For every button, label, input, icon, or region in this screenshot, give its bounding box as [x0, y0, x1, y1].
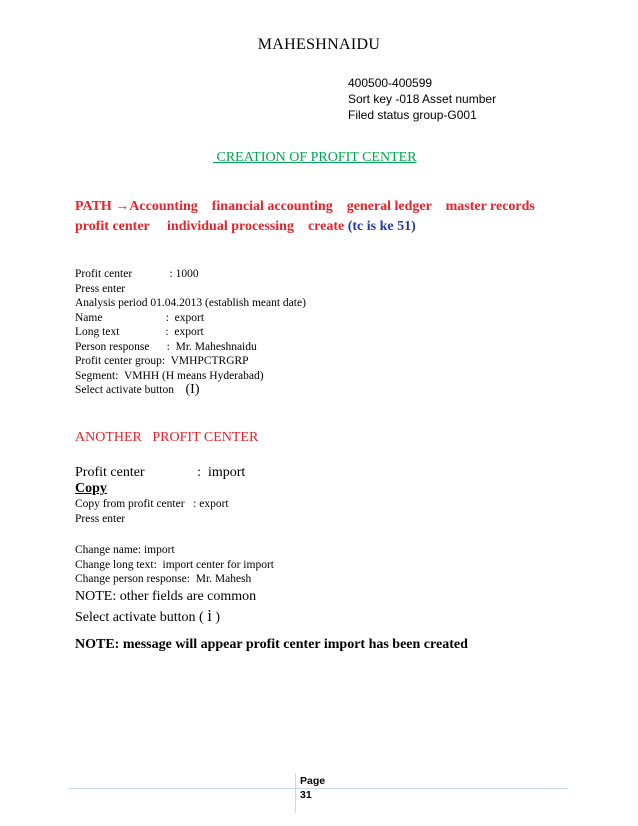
activate-label: Select activate button: [75, 384, 186, 396]
header-info: [348, 75, 496, 123]
profit-center-import-line: Profit center : import: [75, 465, 246, 480]
menu-path-line-2-text: profit center individual processing create: [75, 219, 348, 234]
field-line: Profit center : 1000: [75, 268, 199, 280]
field-line: Analysis period 01.04.2013 (establish meant date): [75, 297, 306, 309]
final-note: NOTE: message will appear profit center import has been created: [75, 637, 468, 652]
section-title: CREATION OF PROFIT CENTER: [213, 150, 417, 165]
field-line: Name : export: [75, 311, 205, 324]
field-line: Copy from profit center : export: [75, 498, 229, 510]
menu-path-line-1: PATH →Accounting financial accounting general ledger master records: [75, 199, 535, 214]
field-line: Change name: import: [75, 544, 175, 556]
page-label: Page: [300, 775, 326, 787]
field-line: Press enter: [75, 282, 126, 295]
transaction-code: (tc is ke 51): [347, 219, 416, 234]
note-common: NOTE: other fields are common: [75, 588, 257, 604]
activate-key: (I): [185, 382, 200, 397]
copy-section: [75, 464, 245, 526]
activate-key: i: [207, 605, 212, 625]
field-line: Press enter: [75, 512, 126, 525]
copy-heading: Copy: [75, 481, 107, 496]
menu-path: [75, 197, 575, 237]
activate-close: ): [211, 609, 221, 625]
page-number: [300, 774, 325, 802]
field-status-line: Filed status group-G001: [348, 108, 477, 122]
sort-key-line: Sort key -018 Asset number: [348, 92, 497, 106]
menu-path-line-2: [75, 217, 575, 237]
another-profit-center-heading: ANOTHER PROFIT CENTER: [75, 430, 259, 445]
field-line: Change long text: import center for import: [75, 558, 274, 571]
field-line: Long text : export: [75, 326, 204, 338]
change-section: [75, 543, 274, 627]
footer-separator: [295, 773, 296, 813]
author-heading: MAHESHNAIDU: [257, 36, 381, 53]
field-line: Segment: VMHH (H means Hyderabad): [75, 369, 264, 382]
activate-instruction-2: [75, 606, 274, 627]
profit-center-fields: [75, 267, 306, 398]
activate-label: Select activate button (: [75, 609, 208, 625]
field-line: Change person response: Mr. Mahesh: [75, 573, 252, 585]
activate-instruction: [75, 383, 306, 398]
asset-number-range: 400500-400599: [348, 76, 433, 90]
page-number-value: 31: [300, 789, 312, 801]
field-line: Person response : Mr. Maheshnaidu: [75, 340, 257, 353]
field-line: Profit center group: VMHPCTRGRP: [75, 355, 249, 367]
